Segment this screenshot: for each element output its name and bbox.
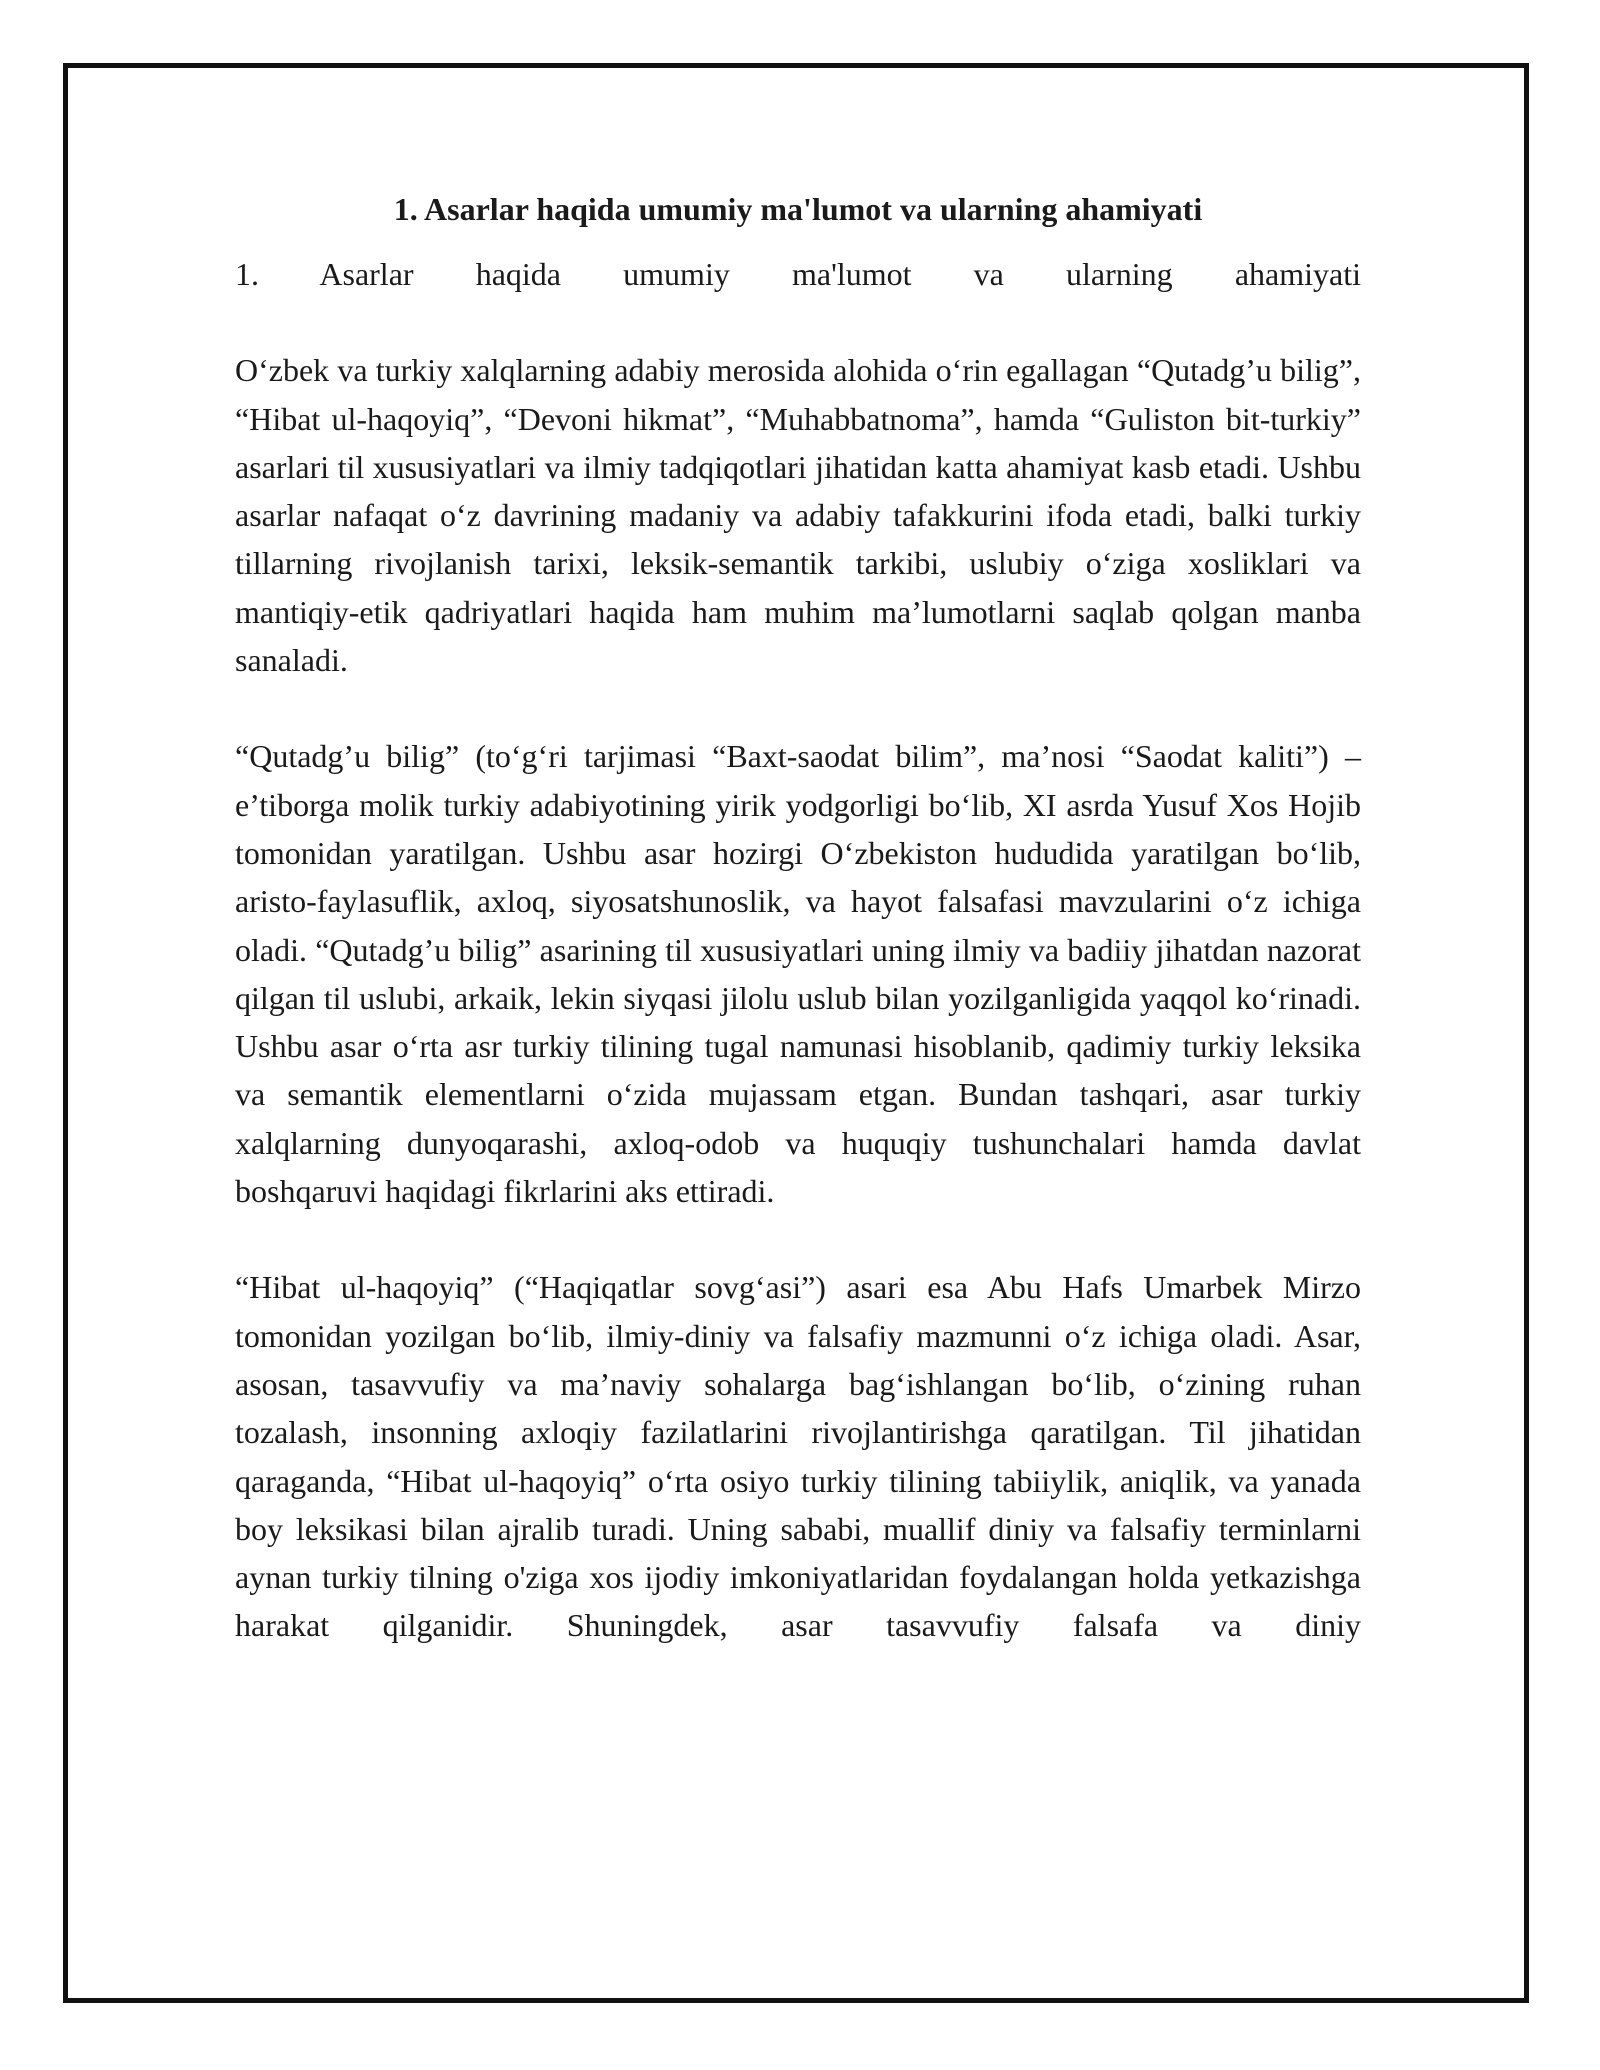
paragraph-hibat-ul-haqoyiq: “Hibat ul-haqoyiq” (“Haqiqatlar sovg‘asi”) asari esa Abu Hafs Umarbek Mirzo tomonidan yozilgan bo‘lib, ilmiy-diniy va falsafiy mazmunni o‘z ichiga oladi. Asar, asosan, tasavvufiy va ma’naviy sohalarga bag‘ishlangan bo‘lib, o‘zining ruhan tozalash, insonning axloqiy fazilatlarini rivojlantirishga qaratilgan. Til jihatidan qaraganda, “Hibat ul-haqoyiq” o‘rta osiyo turkiy tilining tabiiylik, aniqlik, va yanada boy leksikasi bilan ajralib turadi. Uning sababi, muallif diniy va falsafiy terminlarni aynan turkiy tilning o'ziga xos ijodiy imkoniyatlaridan foydalangan holda yetkazishga harakat qilganidir. Shuningdek, asar tasavvufiy falsafa va diniy xyxy=(235,1269,1361,1644)
document-body xyxy=(235,185,1361,1698)
paragraph-intro: O‘zbek va turkiy xalqlarning adabiy merosida alohida o‘rin egallagan “Qutadg’u bilig”, “Hibat ul-haqoyiq”, “Devoni hikmat”, “Muhabbatnoma”, hamda “Guliston bit-turkiy” asarlari til xususiyatlari va ilmiy tadqiqotlari jihatidan katta ahamiyat kasb etadi. Ushbu asarlar nafaqat o‘z davrining madaniy va adabiy tafakkurini ifoda etadi, balki turkiy tillarning rivojlanish tarixi, leksik-semantik tarkibi, uslubiy o‘ziga xosliklari va mantiqiy-etik qadriyatlari haqida ham muhim ma’lumotlarni saqlab qolgan manba sanaladi. xyxy=(235,352,1361,679)
paragraph-qutadgu-bilig: “Qutadg’u bilig” (to‘g‘ri tarjimasi “Baxt-saodat bilim”, ma’nosi “Saodat kaliti”) – e’tiborga molik turkiy adabiyotining yirik yodgorligi bo‘lib, XI asrda Yusuf Xos Hojib tomonidan yaratilgan. Ushbu asar hozirgi O‘zbekiston hududida yaratilgan bo‘lib, aristo-faylasuflik, axloq, siyosatshunoslik, va hayot falsafasi mavzularini o‘z ichiga oladi. “Qutadg’u bilig” asarining til xususiyatlari uning ilmiy va badiiy jihatdan nazorat qilgan til uslubi, arkaik, lekin siyqasi jilolu uslub bilan yozilganligida yaqqol ko‘rinadi. Ushbu asar o‘rta asr turkiy tilining tugal namunasi hisoblanib, qadimiy turkiy leksika va semantik elementlarni o‘zida mujassam etgan. Bundan tashqari, asar turkiy xalqlarning dunyoqarashi, axloq-odob va huquqiy tushunchalari hamda davlat boshqaruvi haqidagi fikrlarini aks ettiradi. xyxy=(235,738,1361,1210)
document-title: 1. Asarlar haqida umumiy ma'lumot va ularning ahamiyati xyxy=(393,191,1203,227)
paragraph-heading-repeat: 1. Asarlar haqida umumiy ma'lumot va ularning ahamiyati xyxy=(235,256,1361,292)
